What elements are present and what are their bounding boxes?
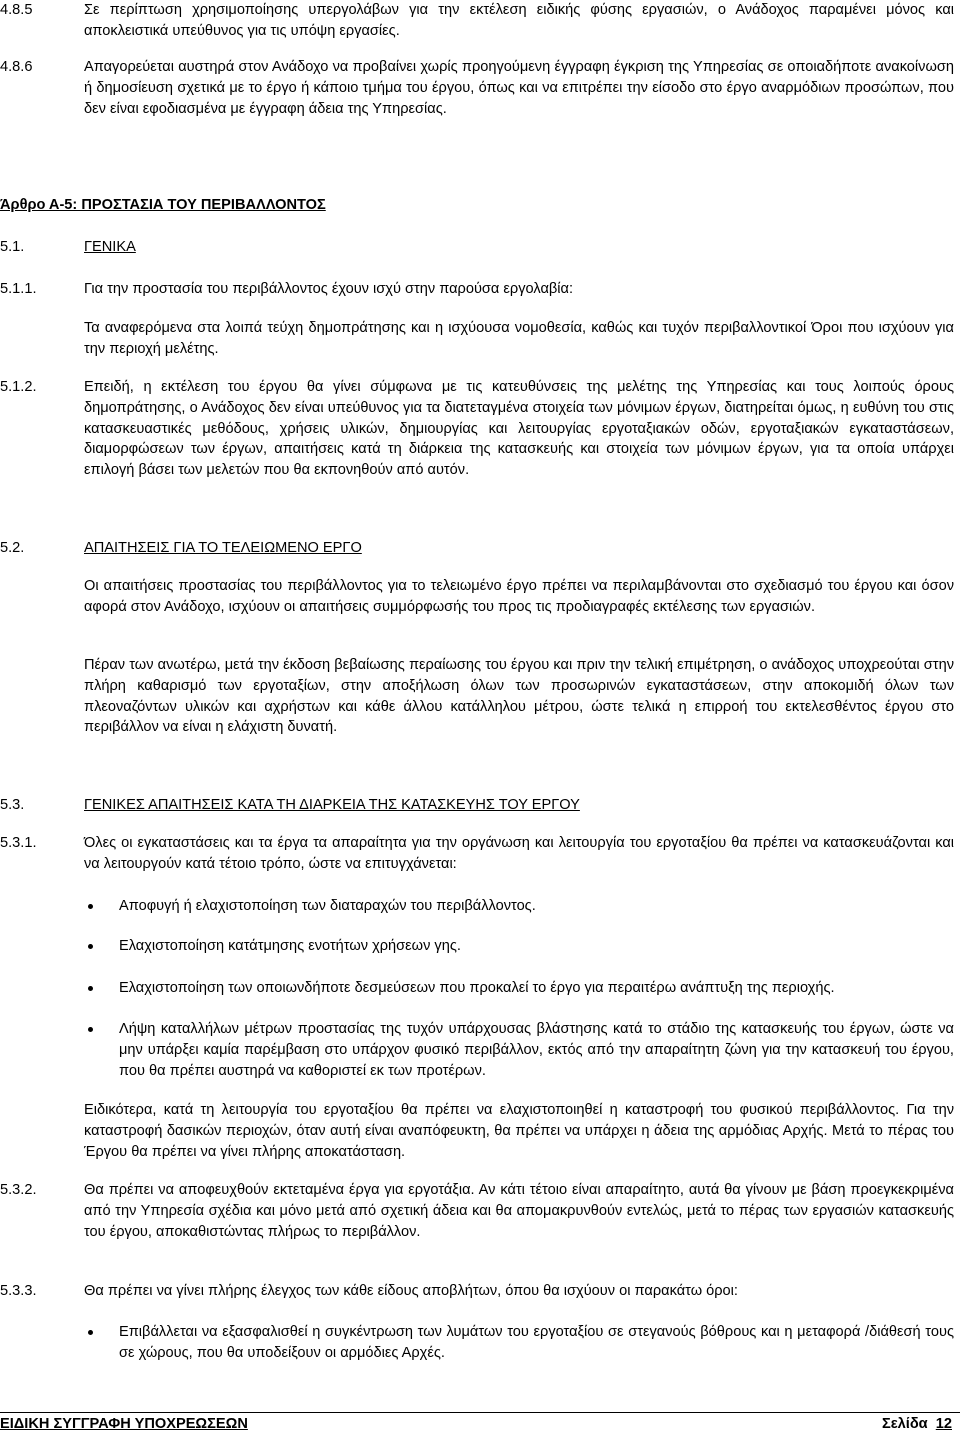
clause-number: 4.8.5 xyxy=(0,2,33,18)
article-title: Άρθρο Α-5: ΠΡΟΣΤΑΣΙΑ ΤΟΥ ΠΕΡΙΒΑΛΛΟΝΤΟΣ xyxy=(0,197,326,213)
clause-number: 5.3.2. xyxy=(0,1182,37,1198)
section-title: ΓΕΝΙΚΕΣ ΑΠΑΙΤΗΣΕΙΣ ΚΑΤΑ ΤΗ ΔΙΑΡΚΕΙΑ ΤΗΣ ΚΑΤΑΣΚΕΥΗΣ ΤΟΥ ΕΡΓΟΥ xyxy=(84,797,580,813)
clause-number: 5.3.1. xyxy=(0,835,37,851)
page-label: Σελίδα xyxy=(881,1416,928,1432)
bullet-icon xyxy=(88,986,93,991)
list-item: Αποφυγή ή ελαχιστοποίηση των διαταραχών του περιβάλλοντος. xyxy=(119,898,536,914)
clause-text: Θα πρέπει να αποφευχθούν εκτεταμένα έργα για εργοτάξια. Αν κάτι τέτοιο είναι απαραίτητο, αυτά θα γίνουν με βάση προεγκεκριμένα από την Υπηρεσία σχέδια και μόνο μετά από σχετική άδεια και θα απομακρυνθούν εντελώς, μετά το πέρας των εργασιών κατασκευής του έργου, αποκαθιστώντας πλήρως το περιβάλλον. xyxy=(84,1182,954,1240)
clause-number: 5.1.2. xyxy=(0,379,37,395)
clause-text: Τα αναφερόμενα στα λοιπά τεύχη δημοπράτησης και η ισχύουσα νομοθεσία, καθώς και τυχόν περιβαλλοντικοί Όροι που ισχύουν για την περιοχή μελέτης. xyxy=(84,320,954,357)
list-item: Ελαχιστοποίηση των οποιωνδήποτε δεσμεύσεων που προκαλεί το έργο για περαιτέρω ανάπτυξη της περιοχής. xyxy=(119,980,835,996)
list-item: Επιβάλλεται να εξασφαλισθεί η συγκέντρωση των λυμάτων του εργοταξίου σε στεγανούς βόθρους και η μεταφορά /διάθεσή τους σε χώρους, που θα υποδείξουν οι αρμόδιες Αρχές. xyxy=(119,1324,954,1361)
page-number xyxy=(882,1414,952,1435)
clause-number: 5.1.1. xyxy=(0,281,37,297)
section-text: Οι απαιτήσεις προστασίας του περιβάλλοντος για το τελειωμένο έργο πρέπει να περιλαμβάνονται στο σχεδιασμό του έργου και όσον αφορά στον Ανάδοχο, ισχύουν οι απαιτήσεις συμμόρφωσής του προς τις προδιαγραφές εκτέλεσης των εργασιών. xyxy=(84,578,954,615)
section-number: 5.3. xyxy=(0,797,25,813)
clause-text: Επειδή, η εκτέλεση του έργου θα γίνει σύμφωνα με τις κατευθύνσεις της μελέτης της Υπηρεσίας και τους λοιπούς όρους δημοπράτησης, ο Ανάδοχος δεν είναι υπεύθυνος για τα διατεταγμένα στοιχεία των μόνιμων έργων, διατηρείται όμως, η ευθύνη του στις κατασκευαστικές μεθόδους, χρήσεις υλικών, δημιουργίας και λειτουργίας εργοταξιακών οδών, εργοταξιακών εγκαταστάσεων, διαμορφώσεων των έργων, απαιτήσεις κατά τη διάρκεια της κατασκευής και στοιχεία των μόνιμων έργων, για τα οποία υπάρχει επιλογή βάσει των μελετών που θα εκπονηθούν από αυτόν. xyxy=(84,379,954,479)
bullet-icon xyxy=(88,1027,93,1032)
list-item: Λήψη καταλλήλων μέτρων προστασίας της τυχόν υπάρχουσας βλάστησης κατά το στάδιο της κατασκευής του έργων, ώστε να μην υπάρξει καμία παρέμβαση στο υπάρχον φυσικό περιβάλλον, εκτός από την απαραίτητη ζώνη για την κατασκευή του έργου, που θα πρέπει αυστηρά να καθοριστεί εκ των προτέρων. xyxy=(119,1021,954,1079)
footer-rule xyxy=(0,1412,960,1413)
clause-text: Ειδικότερα, κατά τη λειτουργία του εργοταξίου θα πρέπει να ελαχιστοποιηθεί η καταστροφή του φυσικού περιβάλλοντος. Για την καταστροφή δασικών περιοχών, όταν αυτή είναι αναπόφευκτη, θα πρέπει να υπάρχει η άδεια της αρμόδιας Αρχής. Μετά το πέρας του Έργου θα πρέπει να γίνει πλήρης αποκατάσταση. xyxy=(84,1102,954,1160)
clause-text: Σε περίπτωση χρησιμοποίησης υπεργολάβων για την εκτέλεση ειδικής φύσης εργασιών, ο Ανάδοχος παραμένει μόνος και αποκλειστικά υπεύθυνος για τις υπόψη εργασίες. xyxy=(84,2,954,39)
bullet-icon xyxy=(88,1330,93,1335)
clause-text: Για την προστασία του περιβάλλοντος έχουν ισχύ στην παρούσα εργολαβία: xyxy=(84,281,574,297)
clause-text: Θα πρέπει να γίνει πλήρης έλεγχος των κάθε είδους αποβλήτων, όπου θα ισχύουν οι παρακάτω όροι: xyxy=(84,1283,738,1299)
clause-number: 4.8.6 xyxy=(0,59,33,75)
list-item: Ελαχιστοποίηση κατάτμησης ενοτήτων χρήσεων γης. xyxy=(119,938,461,954)
section-title: ΓΕΝΙΚΑ xyxy=(84,239,136,255)
section-number: 5.1. xyxy=(0,239,25,255)
section-title: ΑΠΑΙΤΗΣΕΙΣ ΓΙΑ ΤΟ ΤΕΛΕΙΩΜΕΝΟ ΕΡΓΟ xyxy=(84,540,362,556)
clause-number: 5.3.3. xyxy=(0,1283,37,1299)
footer-title: ΕΙΔΙΚΗ ΣΥΓΓΡΑΦΗ ΥΠΟΧΡΕΩΣΕΩΝ xyxy=(0,1416,248,1432)
clause-text: Απαγορεύεται αυστηρά στον Ανάδοχο να προβαίνει χωρίς προηγούμενη έγγραφη έγκριση της Υπηρεσίας σε οποιαδήποτε ανακοίνωση ή δημοσίευση σχετικά με το έργο ή κάποιο τμήμα του έργου, όπως και να επιτρέπει την είσοδο στο έργο αναρμόδιων προσώπων, που δεν είναι εφοδιασμένα με έγγραφη άδεια της Υπηρεσίας. xyxy=(84,59,954,117)
section-text: Πέραν των ανωτέρω, μετά την έκδοση βεβαίωσης περαίωσης του έργου και πριν την τελική επιμέτρηση, ο ανάδοχος υποχρεούται στην πλήρη καθαρισμό των εργοταξίων, στην αποξήλωση όλων των προσωρινών εγκαταστάσεων, στην αποκομιδή όλων των πλεοναζόντων υλικών και αχρήστων και κάθε άλλου κατάλληλου μέτρου, ώστε τελικά η επιρροή του εκτελεσθέντος έργου στο περιβάλλον να είναι η ελάχιστη δυνατή. xyxy=(84,657,954,736)
bullet-icon xyxy=(88,944,93,949)
clause-text: Όλες οι εγκαταστάσεις και τα έργα τα απαραίτητα για την οργάνωση και λειτουργία του εργοταξίου θα πρέπει να κατασκευάζονται και να λειτουργούν κατά τέτοιο τρόπο, ώστε να επιτυγχάνεται: xyxy=(84,835,954,872)
section-number: 5.2. xyxy=(0,540,25,556)
page-value: 12 xyxy=(935,1416,952,1432)
bullet-icon xyxy=(88,904,93,909)
